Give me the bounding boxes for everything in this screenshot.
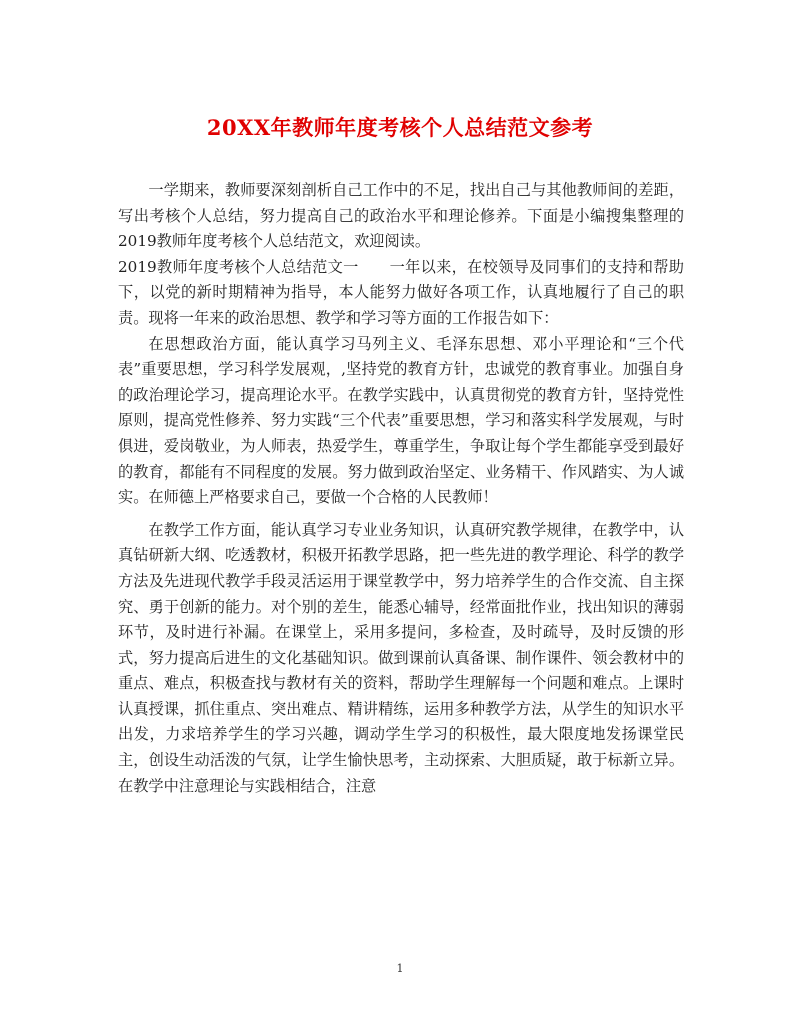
paragraph-political: 在思想政治方面，能认真学习马列主义、毛泽东思想、邓小平理论和“三个代表”重要思想，学习科学发展观，,坚持党的教育方针，忠诚党的教育事业。加强自身的政治理论学习，提高理论水平。在教学实践中，认真贯彻党的教育方针，坚持党性原则，提高党性修养、努力实践“三个代表”重要思想，学习和落实科学发展观，与时俱进，爱岗敬业，为人师表，热爱学生，尊重学生，争取让每个学生都能享受到最好的教育，都能有不同程度的发展。努力做到政治坚定、业务精干、作风踏实、为人诚实。在师德上严格要求自己，要做一个合格的人民教师！: [118, 334, 684, 507]
paragraph-section-heading: 2019教师年度考核个人总结范文一 一年以来，在校领导及同事们的支持和帮助下，以党的新时期精神为指导，本人能努力做好各项工作，认真地履行了自己的职责。现将一年来的政治思想、教学和学习等方面的工作报告如下：: [118, 257, 684, 327]
paragraph-teaching: 在教学工作方面，能认真学习专业业务知识，认真研究教学规律，在教学中，认真钻研新大纲、吃透教材，积极开拓教学思路，把一些先进的教学理论、科学的教学方法及先进现代教学手段灵活运用于课堂教学中，努力培养学生的合作交流、自主探究、勇于创新的能力。对个别的差生，能悉心辅导，经常面批作业，找出知识的薄弱环节，及时进行补漏。在课堂上，采用多提问，多检查，及时疏导，及时反馈的形式，努力提高后进生的文化基础知识。做到课前认真备课、制作课件、领会教材中的重点、难点，积极查找与教材有关的资料，帮助学生理解每一个问题和难点。上课时认真授课，抓住重点、突出难点、精讲精练，运用多种教学方法，从学生的知识水平出发，力求培养学生的学习兴趣，调动学生学习的积极性，最大限度地发扬课堂民主，创设生动活泼的气氛，让学生愉快思考，主动探索、大胆质疑，敢于标新立异。在教学中注意理论与实践相结合，注意: [118, 520, 684, 795]
document-body: [118, 178, 684, 799]
paragraph-intro: 一学期来，教师要深刻剖析自己工作中的不足，找出自己与其他教师间的差距，写出考核个人总结，努力提高自己的政治水平和理论修养。下面是小编搜集整理的2019教师年度考核个人总结范文，欢迎阅读。: [118, 181, 684, 251]
page-number: 1: [396, 962, 404, 975]
document-title: 20XX年教师年度考核个人总结范文参考: [206, 115, 594, 140]
